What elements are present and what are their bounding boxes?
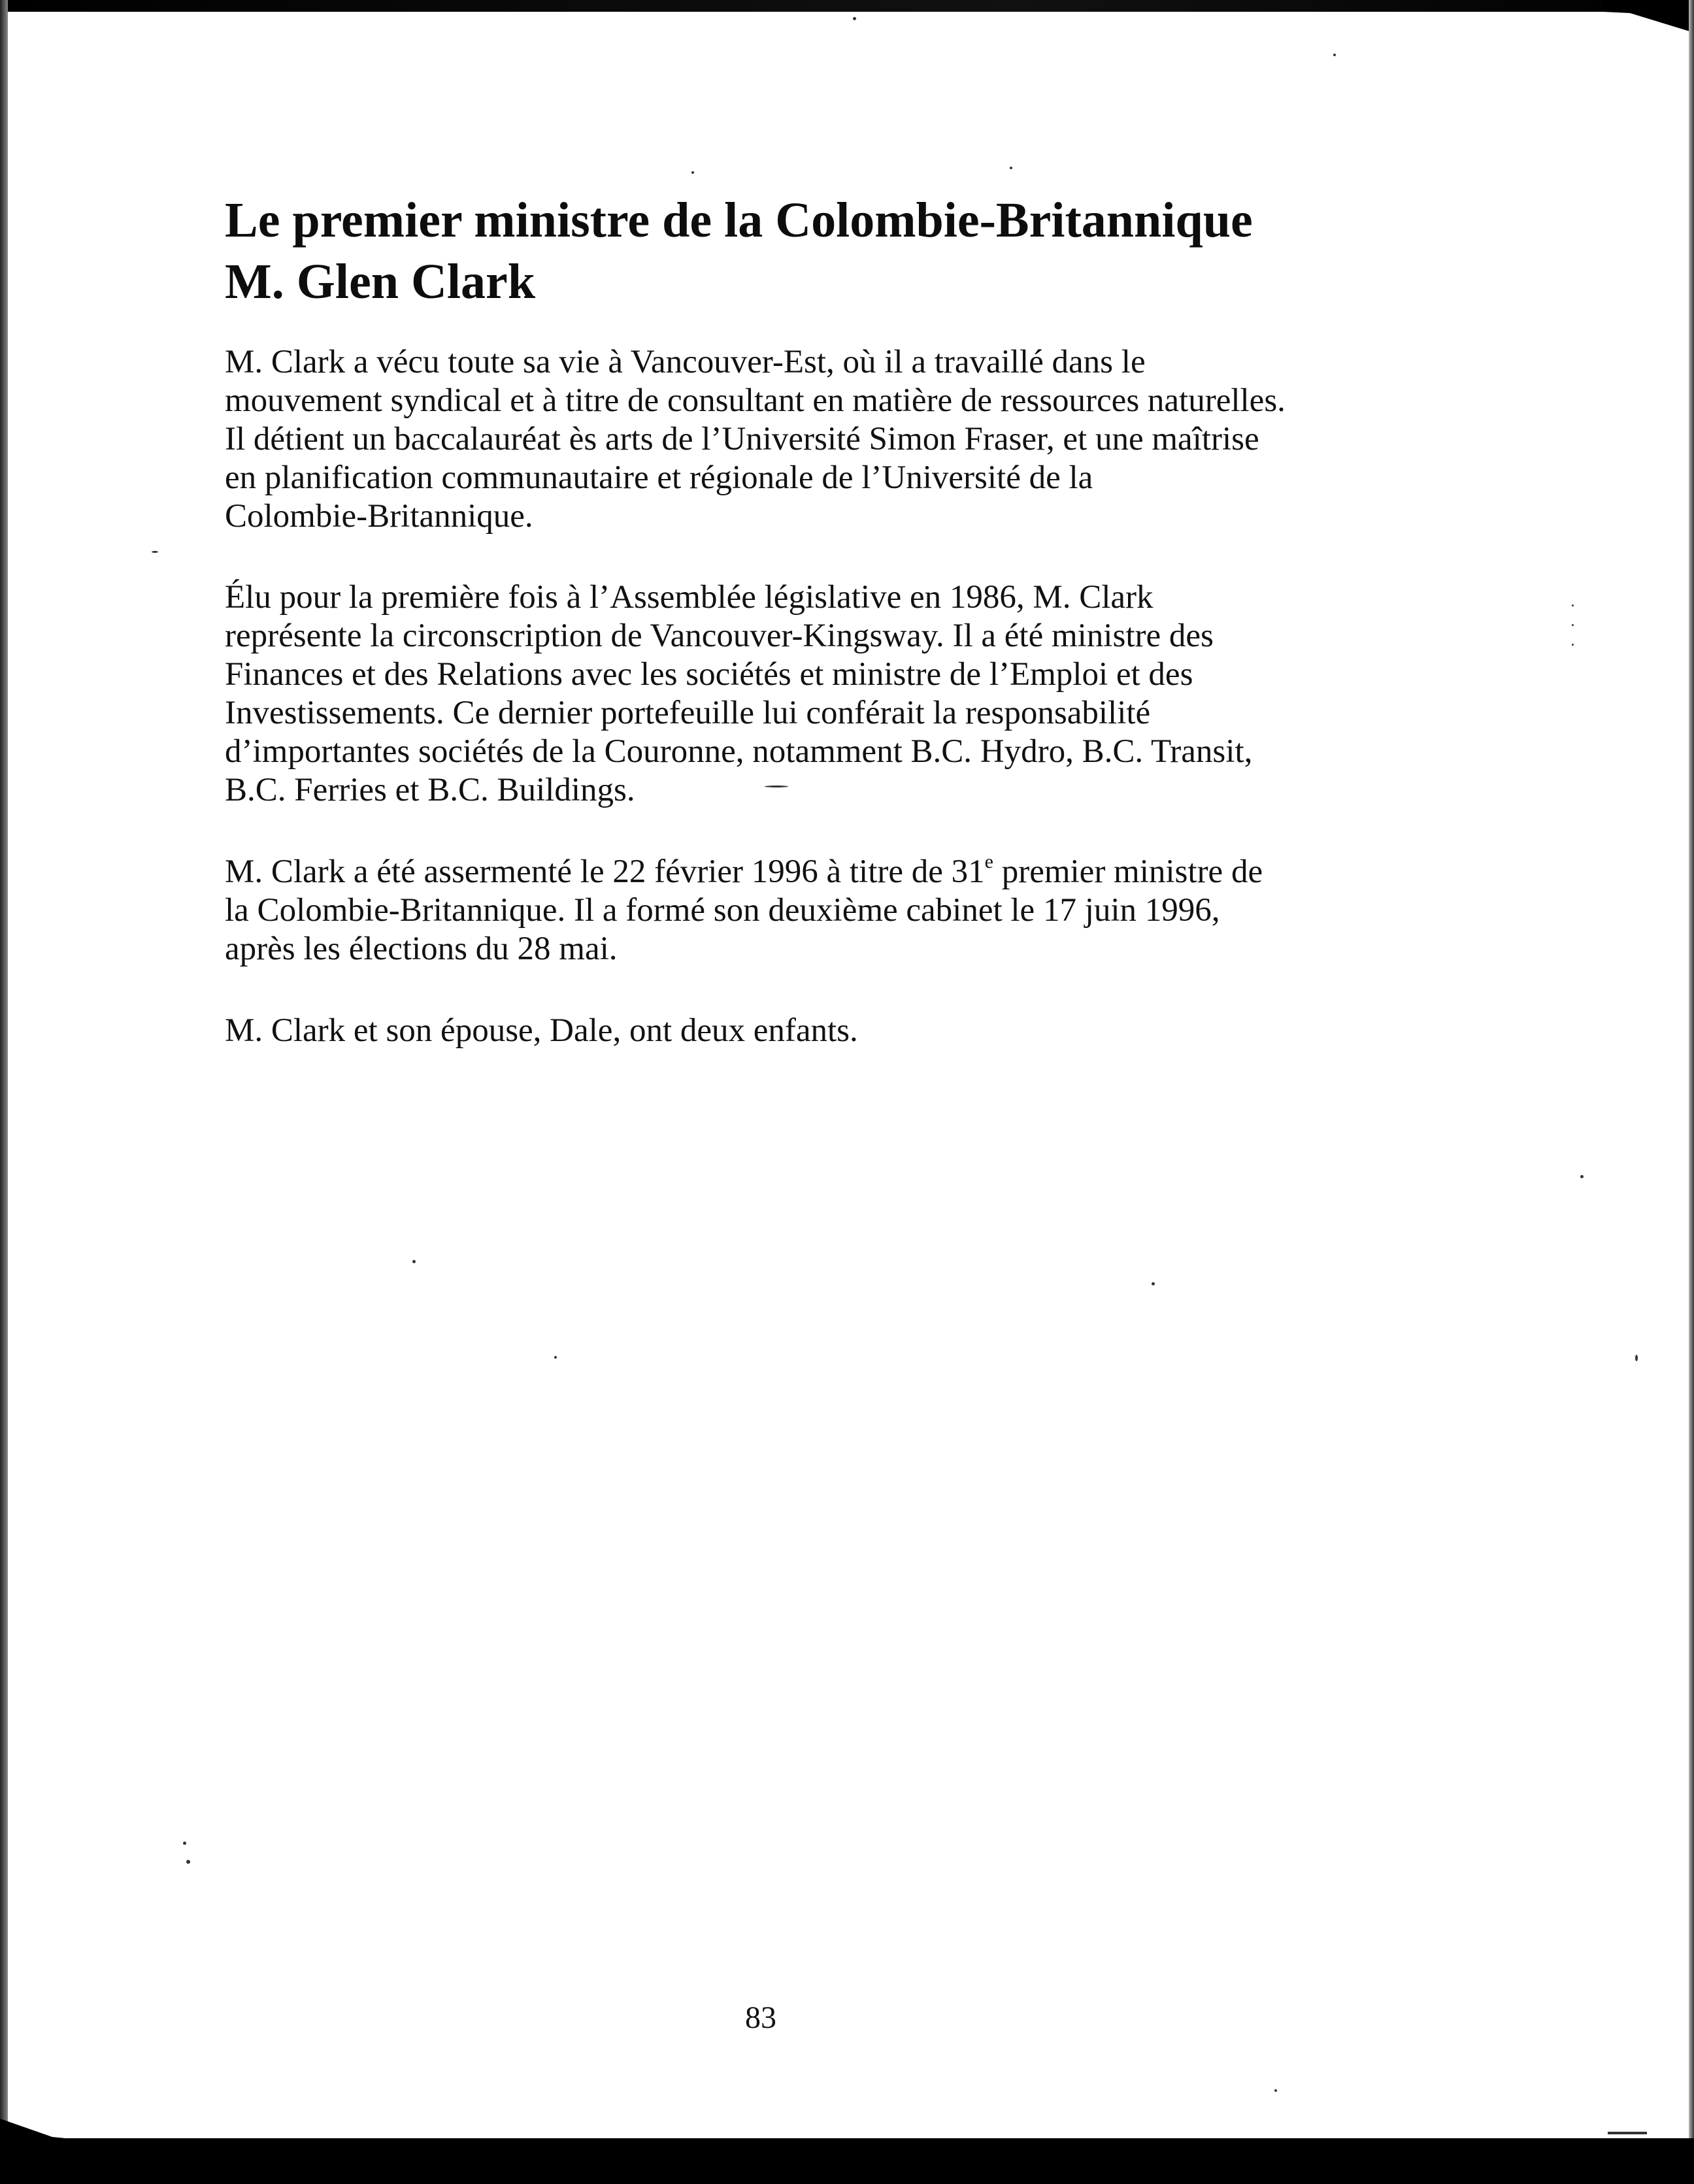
scan-speck: [853, 17, 856, 20]
title-line-1: Le premier ministre de la Colombie-Britannique: [225, 193, 1253, 248]
scan-speck: [152, 551, 158, 553]
scan-edge-right: [1689, 0, 1694, 2184]
text-line: Colombie-Britannique.: [225, 498, 533, 535]
paragraph-family: [225, 1012, 1336, 1050]
text-line: M. Clark et son épouse, Dale, ont deux enfants.: [225, 1012, 858, 1049]
text-line: représente la circonscription de Vancouver-Kingsway. Il a été ministre des: [225, 618, 1214, 654]
text-line: Élu pour la première fois à l’Assemblée législative en 1986, M. Clark: [225, 579, 1154, 616]
scan-speck: [1635, 1355, 1638, 1361]
scan-edge-top: [0, 0, 1694, 12]
scan-edge-bottom: [0, 2138, 1694, 2184]
scan-speck: [1572, 644, 1574, 646]
scan-speck: [554, 1356, 557, 1359]
paragraph-biography: [225, 343, 1336, 536]
scan-speck: [1010, 167, 1012, 169]
text-line: mouvement syndical et à titre de consultant en matière de ressources naturelles.: [225, 382, 1286, 419]
page-title: [225, 190, 1253, 312]
page-number: 83: [745, 2000, 776, 2035]
text-line: en planification communautaire et régionale de l’Université de la: [225, 459, 1093, 496]
scan-speck: [412, 1260, 416, 1263]
text-line: Il détient un baccalauréat ès arts de l’Université Simon Fraser, et une maîtrise: [225, 421, 1259, 457]
scan-edge-corner: [1603, 0, 1694, 33]
scan-speck: [1333, 54, 1336, 56]
scan-speck: [1572, 604, 1574, 606]
ordinal-superscript: e: [984, 851, 993, 872]
paragraph-swearing-in: [225, 853, 1336, 968]
text-segment: M. Clark a été assermenté le 22 février 1996 à titre de 31: [225, 853, 985, 890]
scan-edge-left: [0, 0, 8, 2184]
text-line: M. Clark a vécu toute sa vie à Vancouver-Est, où il a travaillé dans le: [225, 344, 1146, 380]
scan-speck: [1152, 1282, 1155, 1285]
scan-speck: [186, 1860, 190, 1864]
text-line: Finances et des Relations avec les sociétés et ministre de l’Emploi et des: [225, 656, 1193, 693]
title-line-2: M. Glen Clark: [225, 254, 535, 309]
scan-speck: [1274, 2089, 1277, 2092]
scan-speck: [691, 171, 694, 174]
scan-speck: [1608, 2132, 1647, 2134]
scan-speck: [1580, 1175, 1584, 1178]
text-line: la Colombie-Britannique. Il a formé son deuxième cabinet le 17 juin 1996,: [225, 892, 1220, 929]
text-line: [225, 853, 1336, 891]
paragraph-career: [225, 578, 1336, 810]
scan-speck: [1572, 624, 1574, 626]
text-segment: premier ministre de: [993, 853, 1263, 890]
text-line: après les élections du 28 mai.: [225, 931, 618, 967]
text-line: Investissements. Ce dernier portefeuille lui conférait la responsabilité: [225, 695, 1151, 731]
scan-speck: [183, 1842, 186, 1845]
text-line: B.C. Ferries et B.C. Buildings.: [225, 772, 635, 808]
text-line: d’importantes sociétés de la Couronne, notamment B.C. Hydro, B.C. Transit,: [225, 733, 1253, 770]
